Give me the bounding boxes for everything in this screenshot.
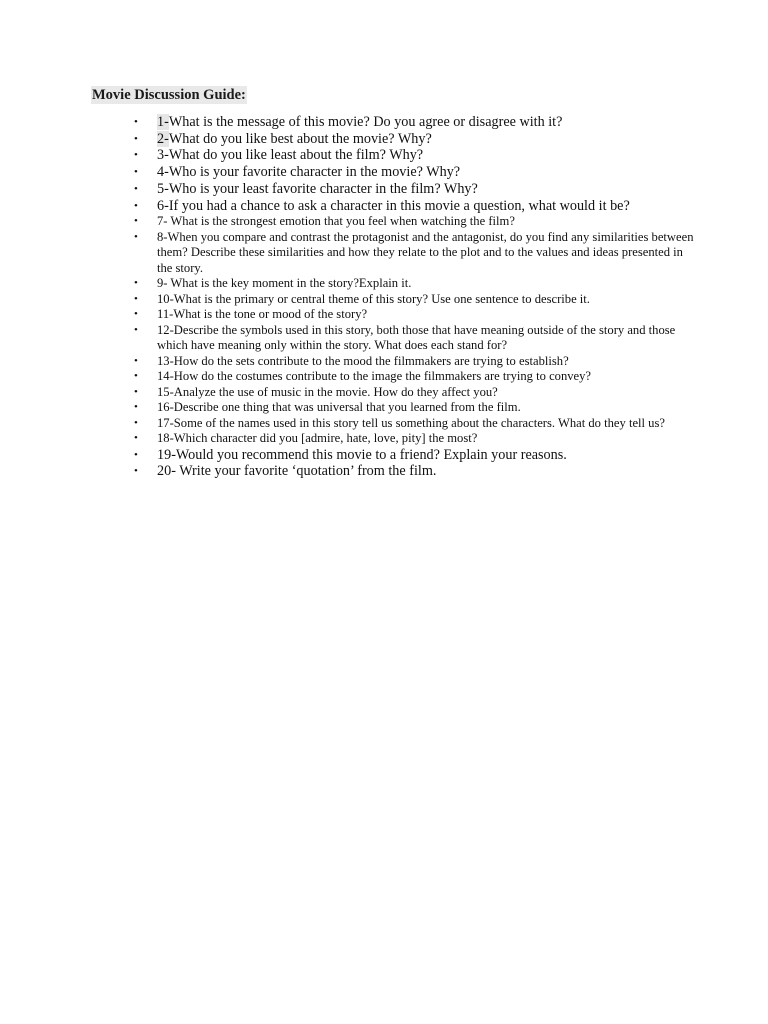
list-item	[134, 369, 694, 385]
page-title: Movie Discussion Guide:	[92, 87, 246, 103]
bullet-icon: •	[134, 292, 138, 305]
list-item	[134, 307, 694, 323]
question-number: 12-	[157, 322, 174, 337]
question-number: 5-	[157, 180, 169, 197]
bullet-icon: •	[134, 370, 138, 383]
question-number: 2-	[157, 130, 169, 147]
bullet-icon: •	[134, 215, 138, 228]
bullet-icon: •	[134, 432, 138, 445]
list-item	[134, 385, 694, 401]
list-item	[134, 230, 694, 277]
question-text: Analyze the use of music in the movie. How do they affect you?	[173, 384, 498, 399]
question-number: 6-	[157, 197, 169, 214]
bullet-icon: •	[134, 132, 138, 145]
question-text: What do you like least about the film? Why?	[168, 147, 424, 164]
question-number: 13-	[157, 353, 174, 368]
list-item	[134, 181, 694, 198]
bullet-icon: •	[134, 401, 138, 414]
question-number: 20-	[157, 463, 176, 480]
question-number: 17-	[157, 415, 174, 430]
question-text: Would you recommend this movie to a friend? Explain your reasons.	[175, 446, 567, 463]
bullet-icon: •	[134, 166, 138, 179]
question-text: When you compare and contrast the protagonist and the antagonist, do you find any similarities between them? Describe these similarities and how they relate to the plot and to the values and ideas presented in the story.	[157, 229, 694, 275]
question-number: 10-	[157, 291, 174, 306]
question-list	[134, 114, 694, 480]
bullet-icon: •	[134, 277, 138, 290]
bullet-icon: •	[134, 323, 138, 336]
question-text: Which character did you [admire, hate, love, pity] the most?	[173, 431, 478, 446]
list-item	[134, 292, 694, 308]
question-text: What is the tone or mood of the story?	[173, 307, 368, 322]
question-text: Describe the symbols used in this story, both those that have meaning outside of the story and those which have meaning only within the story. What does each stand for?	[157, 322, 676, 353]
question-number: 15-	[157, 384, 174, 399]
bullet-icon: •	[134, 416, 138, 429]
bullet-icon: •	[134, 230, 138, 243]
question-text: If you had a chance to ask a character in this movie a question, what would it be?	[168, 197, 630, 214]
question-number: 16-	[157, 400, 174, 415]
list-item	[134, 447, 694, 464]
question-text: How do the sets contribute to the mood the filmmakers are trying to establish?	[173, 353, 569, 368]
list-item	[134, 114, 694, 131]
question-number: 3-	[157, 147, 169, 164]
question-number: 18-	[157, 431, 174, 446]
list-item	[134, 416, 694, 432]
bullet-icon: •	[134, 116, 138, 128]
question-text: What is the key moment in the story?Explain it.	[167, 276, 412, 291]
bullet-icon: •	[134, 149, 138, 162]
question-number: 14-	[157, 369, 174, 384]
bullet-icon: •	[134, 448, 138, 461]
list-item	[134, 323, 694, 354]
question-number: 4-	[157, 164, 169, 181]
list-item	[134, 400, 694, 416]
question-text: Some of the names used in this story tell us something about the characters. What do they tell us?	[173, 415, 665, 430]
question-text: Who is your favorite character in the movie? Why?	[168, 164, 461, 181]
question-text: What do you like best about the movie? Why?	[168, 130, 432, 147]
question-text: Who is your least favorite character in the film? Why?	[168, 180, 478, 197]
question-number: 1-	[157, 114, 169, 130]
list-item	[134, 164, 694, 181]
question-number: 11-	[157, 307, 174, 322]
question-text: How do the costumes contribute to the image the filmmakers are trying to convey?	[173, 369, 592, 384]
bullet-icon: •	[134, 354, 138, 367]
question-text: What is the strongest emotion that you feel when watching the film?	[167, 214, 515, 229]
list-item	[134, 276, 694, 292]
question-number: 8-	[157, 229, 168, 244]
list-item	[134, 198, 694, 215]
question-text: Write your favorite ‘quotation’ from the film.	[175, 463, 437, 480]
bullet-icon: •	[134, 308, 138, 321]
bullet-icon: •	[134, 385, 138, 398]
list-item	[134, 431, 694, 447]
bullet-icon: •	[134, 199, 138, 212]
list-item	[134, 463, 694, 480]
question-text: What is the message of this movie? Do you agree or disagree with it?	[168, 114, 563, 130]
list-item	[134, 354, 694, 370]
question-number: 9-	[157, 276, 168, 291]
list-item	[134, 147, 694, 164]
bullet-icon: •	[134, 465, 138, 478]
question-text: What is the primary or central theme of this story? Use one sentence to describe it.	[173, 291, 590, 306]
bullet-icon: •	[134, 182, 138, 195]
question-text: Describe one thing that was universal that you learned from the film.	[173, 400, 521, 415]
question-number: 7-	[157, 214, 168, 229]
list-item	[134, 214, 694, 230]
question-number: 19-	[157, 446, 176, 463]
list-item	[134, 131, 694, 148]
